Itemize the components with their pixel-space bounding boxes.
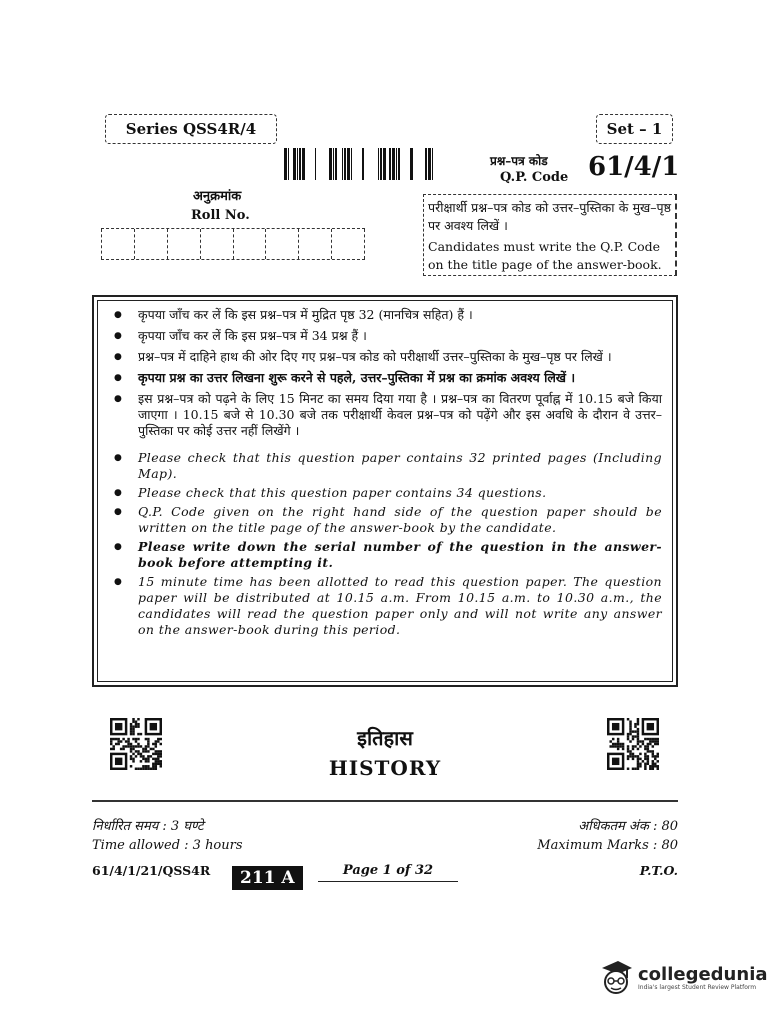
qp-code-label: Q.P. Code — [500, 170, 569, 185]
instructions-english — [112, 450, 662, 638]
series-text: Series QSS4R/4 — [125, 120, 257, 138]
roll-number-cell[interactable] — [101, 229, 134, 259]
candidate-note-box — [423, 194, 677, 276]
roll-label: Roll No. — [191, 208, 250, 223]
roll-number-boxes[interactable] — [101, 228, 365, 260]
subject-title-hindi: इतिहास — [357, 726, 413, 750]
set-badge: 211 A — [232, 866, 303, 890]
roll-number-cell[interactable] — [134, 229, 167, 259]
series-label — [105, 114, 277, 144]
qp-code: 61/4/1 — [588, 152, 680, 182]
roll-number-cell[interactable] — [233, 229, 266, 259]
instruction-item: ● कृपया जाँच कर लें कि इस प्रश्न–पत्र में मुद्रित पृष्ठ 32 (मानचित्र सहित) हैं । — [112, 307, 662, 323]
graduate-mascot-icon — [598, 958, 634, 998]
brand-name: collegedunia — [638, 963, 768, 985]
instruction-item: ● Q.P. Code given on the right hand side of the question paper should be written on the title page of the answer-book by the candidate. — [112, 504, 662, 536]
roll-number-cell[interactable] — [265, 229, 298, 259]
qp-code-label-hindi: प्रश्न–पत्र कोड — [490, 154, 548, 168]
pto-label: P.T.O. — [639, 863, 678, 878]
roll-number-cell[interactable] — [331, 229, 365, 259]
candidate-note-hindi: परीक्षार्थी प्रश्न–पत्र कोड को उत्तर–पुस्तिका के मुख–पृष्ठ पर अवश्य लिखें । — [428, 200, 671, 233]
instruction-item: ● 15 minute time has been allotted to read this question paper. The question paper will be distributed at 10.15 a.m. From 10.15 a.m. to 10.30 a.m., the candidates will read the question paper only and will not write any answer on the answer-book during this period. — [112, 574, 662, 638]
watermark-logo — [598, 958, 768, 998]
instructions-hindi — [112, 307, 662, 439]
instruction-item: ● Please write down the serial number of the question in the answer-book before attempting it. — [112, 539, 662, 571]
instruction-item: ● प्रश्न–पत्र में दाहिने हाथ की ओर दिए गए प्रश्न–पत्र कोड को परीक्षार्थी उत्तर–पुस्तिका के मुख–पृष्ठ पर लिखें । — [112, 349, 662, 365]
roll-label-hindi: अनुक्रमांक — [193, 189, 242, 204]
time-allowed-hindi: निर्धारित समय : 3 घण्टे — [92, 819, 204, 834]
instruction-item: ● इस प्रश्न–पत्र को पढ़ने के लिए 15 मिनट का समय दिया गया है । प्रश्न–पत्र का वितरण पूर्वाह्न में 10.15 बजे किया जाएगा । 10.15 बजे से 10.30 बजे तक परीक्षार्थी केवल प्रश्न–पत्र को पढ़ेंगे और इस अवधि के दौरान वे उत्तर–पुस्तिका पर कोई उत्तर नहीं लिखेंगे । — [112, 391, 662, 439]
instructions-box — [92, 295, 678, 687]
subject-title: HISTORY — [328, 756, 442, 780]
instruction-item: ● कृपया प्रश्न का उत्तर लिखना शुरू करने से पहले, उत्तर–पुस्तिका में प्रश्न का क्रमांक अवश्य लिखें । — [112, 370, 662, 386]
divider — [92, 800, 678, 802]
instruction-item: ● Please check that this question paper contains 34 questions. — [112, 485, 662, 501]
set-label — [596, 114, 673, 144]
instruction-item: ● Please check that this question paper contains 32 printed pages (Including Map). — [112, 450, 662, 482]
roll-number-cell[interactable] — [167, 229, 200, 259]
set-text: Set – 1 — [606, 120, 663, 138]
barcode — [284, 148, 436, 180]
roll-number-cell[interactable] — [298, 229, 331, 259]
roll-number-cell[interactable] — [200, 229, 233, 259]
max-marks: Maximum Marks : 80 — [537, 838, 678, 853]
page-number: Page 1 of 32 — [318, 863, 458, 882]
candidate-note-english: Candidates must write the Q.P. Code on the title page of the answer-book. — [428, 239, 662, 272]
time-allowed: Time allowed : 3 hours — [92, 838, 243, 853]
max-marks-hindi: अधिकतम अंक : 80 — [578, 819, 678, 834]
instruction-item: ● कृपया जाँच कर लें कि इस प्रश्न–पत्र में 34 प्रश्न हैं । — [112, 328, 662, 344]
paper-code: 61/4/1/21/QSS4R — [92, 863, 211, 878]
brand-tagline: India's largest Student Review Platform — [638, 983, 757, 991]
